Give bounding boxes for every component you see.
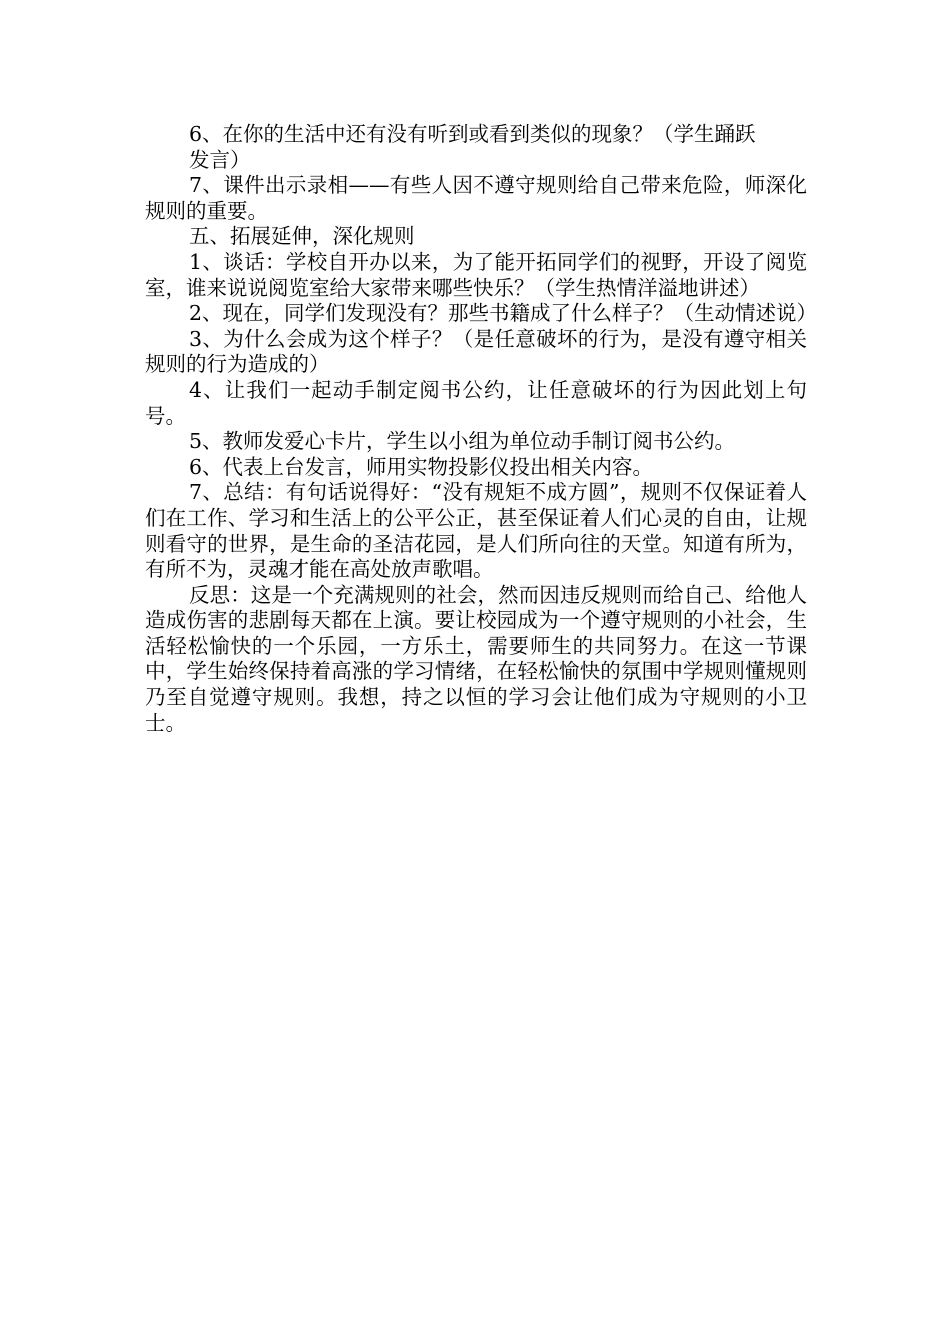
paragraph-item-6: 6、在你的生活中还有没有听到或看到类似的现象？（学生踊跃 <box>189 122 756 146</box>
paragraph-item-7: 7、课件出示录相——有些人因不遵守规则给自己带来危险，师深化规则的重要。 <box>145 173 807 223</box>
paragraph-section5-item-1: 1、谈话：学校自开办以来，为了能开拓同学们的视野，开设了阅览室，谁来说说阅览室给大家带来哪些快乐？（学生热情洋溢地讲述） <box>145 249 807 300</box>
paragraph-section5-item-2: 2、现在，同学们发现没有？那些书籍成了什么样子？（生动情述说） <box>189 301 818 326</box>
paragraph-section5-item-4: 4、让我们一起动手制定阅书公约，让任意破坏的行为因此划上句号。 <box>145 377 807 428</box>
paragraph-section5-item-7: 7、总结：有句话说得好：“没有规矩不成方圆”，规则不仅保证着人们在工作、学习和生活上的公平公正，甚至保证着人们心灵的自由，让规则看守的世界，是生命的圣洁花园，是人们所向往的天堂。知道有所为，有所不为，灵魂才能在高处放声歌唱。 <box>145 480 807 582</box>
document-page <box>145 122 818 736</box>
paragraph-item-6-continuation: 发言） <box>189 147 251 172</box>
section-heading-5: 五、拓展延伸，深化规则 <box>189 224 415 249</box>
paragraph-section5-item-3: 3、为什么会成为这个样子？（是任意破坏的行为，是没有遵守相关规则的行为造成的） <box>145 326 807 377</box>
paragraph-section5-item-6: 6、代表上台发言，师用实物投影仪投出相关内容。 <box>189 454 654 479</box>
paragraph-reflection: 反思：这是一个充满规则的社会，然而因违反规则而给自己、给他人造成伤害的悲剧每天都在上演。要让校园成为一个遵守规则的小社会，生活轻松愉快的一个乐园，一方乐土，需要师生的共同努力。在这一节课中，学生始终保持着高涨的学习情绪，在轻松愉快的氛围中学规则懂规则乃至自觉遵守规则。我想，持之以恒的学习会让他们成为守规则的小卫士。 <box>145 582 807 735</box>
paragraph-section5-item-5: 5、教师发爱心卡片，学生以小组为单位动手制订阅书公约。 <box>189 429 736 454</box>
